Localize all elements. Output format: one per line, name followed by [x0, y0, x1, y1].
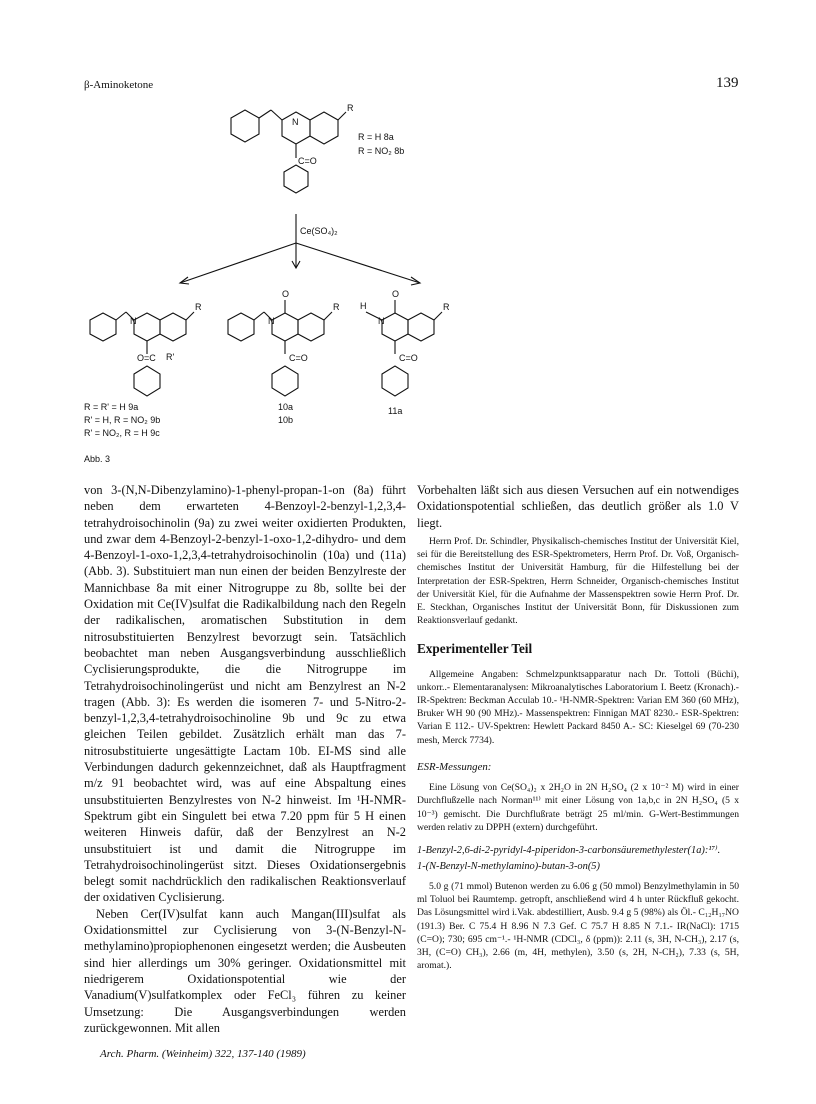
label-oc: O=C	[137, 353, 156, 363]
reagent-label: Ce(SO₄)₂	[300, 226, 338, 236]
label-co: C=O	[399, 353, 418, 363]
body-paragraph: Vorbehalten läßt sich aus diesen Versuchen auf ein notwendiges Oxidationspotential schließen, das deutlich größer als 1.0 V liegt.	[417, 483, 739, 530]
legend-8a: R = H 8a	[358, 132, 394, 142]
benzene-ring	[310, 112, 338, 144]
benzene-ring	[408, 313, 434, 341]
isoquinolone-ring	[382, 313, 408, 341]
label-o: O	[392, 289, 400, 299]
left-column	[84, 482, 406, 1036]
legend-11a: 11a	[388, 406, 403, 416]
reaction-scheme-figure	[70, 98, 670, 473]
benzene-ring	[272, 366, 298, 396]
label-n: N	[268, 316, 275, 326]
label-n: N	[130, 316, 137, 326]
benzene-ring	[231, 110, 259, 142]
label-r: R	[347, 103, 354, 113]
benzene-ring	[90, 313, 116, 341]
legend-10a: 10a	[278, 402, 294, 412]
benzene-ring	[284, 165, 308, 193]
compound-title: 1-Benzyl-2,6-di-2-pyridyl-4-piperidon-3-carbonsäuremethylester(1a):¹⁷⁾.	[417, 844, 721, 856]
body-paragraph: Neben Cer(IV)sulfat kann auch Mangan(III)sulfat als Oxidationsmittel zur Cyclisierung von 3-(N-Benzyl-N-methylamino)propiophenonen eingesetzt werden; die Ausbeuten sind hier allerdings um 30% geringer. Oxidationsmittel mit niedrigerem Oxidationspotential wie der Vanadium(V)sulfatkomplex oder FeCl₃ führen zu keiner Umsetzung: Die Ausgangsverbindungen werden zurückgewonnen. Mit allen	[84, 906, 406, 1035]
figure-caption: Abb. 3	[84, 454, 111, 464]
label-n: N	[292, 117, 299, 127]
legend-9a: R = R' = H 9a	[84, 402, 139, 412]
piperidine-ring	[134, 313, 160, 341]
subsection-heading: ESR-Messungen:	[417, 760, 492, 773]
label-h: H	[360, 301, 367, 311]
legend-8b: R = NO₂ 8b	[358, 146, 405, 156]
label-n: N	[378, 316, 385, 326]
body-paragraph: von 3-(N,N-Dibenzylamino)-1-phenyl-propan-1-on (8a) führt neben dem erwarteten 4-Benzoyl-2-benzyl-1,2,3,4-tetrahydroisochinolin (9a) zu zwei weiter oxidierten Produkten, und zwar dem 4-Benzoyl-2-benzyl-1-oxo-1,2-dihydro- und dem 4-Benzoyl-1-oxo-1,2,3,4-tetrahydroisochinolin (10a) und (11a) (Abb. 3). Substituiert man nun einen der beiden Benzylreste der Mannichbase 8a mit einer Nitrogruppe zu 8b, sollte bei der Oxidation mit Ce(IV)sulfat die Radikalbildung nach den Regeln der radikalischen, aromatischen Substitution in dem nitrosubstituierten Benzylrest bevorzugt sein. Tatsächlich beobachtet man neben Ausgangsverbindung ausschließlich Cyclisierungsprodukte, die die Nitrogruppe im Tetrahydroisochinolingerüst und nicht am Benzylrest an N-2 tragen (Abb. 3): Es werden die isomeren 7- und 5-Nitro-2-benzyl-1,2,3,4-tetrahydroisochinoline 9b und 9c zu etwa gleichen Teilen gebildet. Zusätzlich erhält man das 7-nitrosubstituierte ungesättigte Lactam 10b. EI-MS sind alle Verbindungen dadurch gekennzeichnet, daß als Hauptfragment m/z 91 beobachtet wird, was auf eine Abspaltung eines unsubstituierten Benzylrestes von N-2 hinweist. Im ¹H-NMR-Spektrum gibt ein Singulett bei etwa 7.20 ppm für 5 H einen weiteren Hinweis dafür, daß der Benzylrest an N-2 unsubstituiert ist und damit die Nitrogruppe im Tetrahydroisochinolingerüst sitzt. Dieses Oxidationsergebnis belegt somit nachdrücklich den radikalischen Reaktionsverlauf der oxidativen Cyclisierung.	[84, 483, 406, 905]
page-number: 139	[716, 75, 739, 91]
legend-9c: R' = NO₂, R = H 9c	[84, 428, 160, 438]
label-co: C=O	[289, 353, 308, 363]
compound-title: 1-(N-Benzyl-N-methylamino)-butan-3-on(5)	[417, 860, 600, 872]
benzene-ring	[228, 313, 254, 341]
benzene-ring	[382, 366, 408, 396]
benzene-ring	[298, 313, 324, 341]
right-column	[417, 482, 739, 972]
esr-text: Eine Lösung von Ce(SO₄)₂ x 2H₂O in 2N H₂SO₄ (2 x 10⁻² M) wird in einer Durchflußzelle nach Norman¹¹⁾ mit einer Lösung von 1a,b,c in 2N H₂SO₄ (5 x 10⁻³) gemischt. Die Durchflußrate beträgt 25 ml/min. G-Wert-Bestimmungen werden relativ zu DPPH (extern) durchgeführt.	[417, 782, 739, 833]
label-r: R	[195, 302, 202, 312]
journal-citation: Arch. Pharm. (Weinheim) 322, 137-140 (1989)	[100, 1048, 306, 1060]
synthesis-text: 5.0 g (71 mmol) Butenon werden zu 6.06 g (50 mmol) Benzylmethylamin in 50 ml Toluol bei Raumtemp. getropft, anschließend wird 4 h unter Rückfluß gekocht. Das Lösungsmittel wird i.Vak. abdestilliert, Ausb. 9.4 g 5 (98%) als Öl.- C₁₂H₁₇NO (191.3) Ber. C 75.4 H 8.96 N 7.3 Gef. C 75.7 H 8.85 N 7.1.- IR(NaCl): 1715 (C=O); 730; 695 cm⁻¹.- ¹H-NMR (CDCl₃, δ (ppm)): 2.11 (s, 3H, N-CH₃), 2.17 (s, 3H, (C=O) CH₃), 2.66 (m, 4H, methylen), 3.50 (s, 2H, N-CH₂), 7.33 (s, 5H, aromat.).	[417, 880, 739, 972]
benzene-ring	[134, 366, 160, 396]
legend-10b: 10b	[278, 415, 294, 425]
legend-9b: R' = H, R = NO₂ 9b	[84, 415, 161, 425]
isoquinolone-ring	[272, 313, 298, 341]
section-heading: Experimenteller Teil	[417, 641, 533, 657]
label-r: R	[443, 302, 450, 312]
acknowledgement: Herrn Prof. Dr. Schindler, Physikalisch-chemisches Institut der Universität Kiel, sei für die Bereitstellung des ESR-Spektrometers, Herrn Prof. Dr. Voß, Organisch-chemisches Institut der Universität Hamburg, für die Hilfestellung bei der Interpretation der ESR-Spektren, Herrn Schneider, Organisch-chemisches Institut der Universität Kiel, für die Aufnahme der Massenspektren sowie Herrn Prof. Dr. E. Steckhan, Organisches Institut der Universität Bonn, für Diskussionen zum Reaktionsverlauf gedankt.	[417, 535, 739, 627]
label-co: C=O	[298, 156, 317, 166]
label-o: O	[282, 289, 290, 299]
label-rprime: R'	[166, 352, 175, 362]
benzene-ring	[160, 313, 186, 341]
running-title: β-Aminoketone	[84, 79, 154, 91]
label-r: R	[333, 302, 340, 312]
general-info: Allgemeine Angaben: Schmelzpunktsapparatur nach Dr. Tottoli (Büchi), unkorr..- Elementaranalysen: Mikroanalytisches Laboratorium I. Beetz (Kronach).- IR-Spektren: Beckman Acculab 10.- ¹H-NMR-Spektren: Varian EM 360 (60 MHz), Bruker WH 90 (90 MHz).- Massenspektren: Finnigan MAT 8230.- ESR-Spektren: Varian E 112.- UV-Spektren: Hewlett Packard 8450 A.- SC: Kieselgel 69 (70-230 mesh, Merck 7734).	[417, 668, 739, 746]
